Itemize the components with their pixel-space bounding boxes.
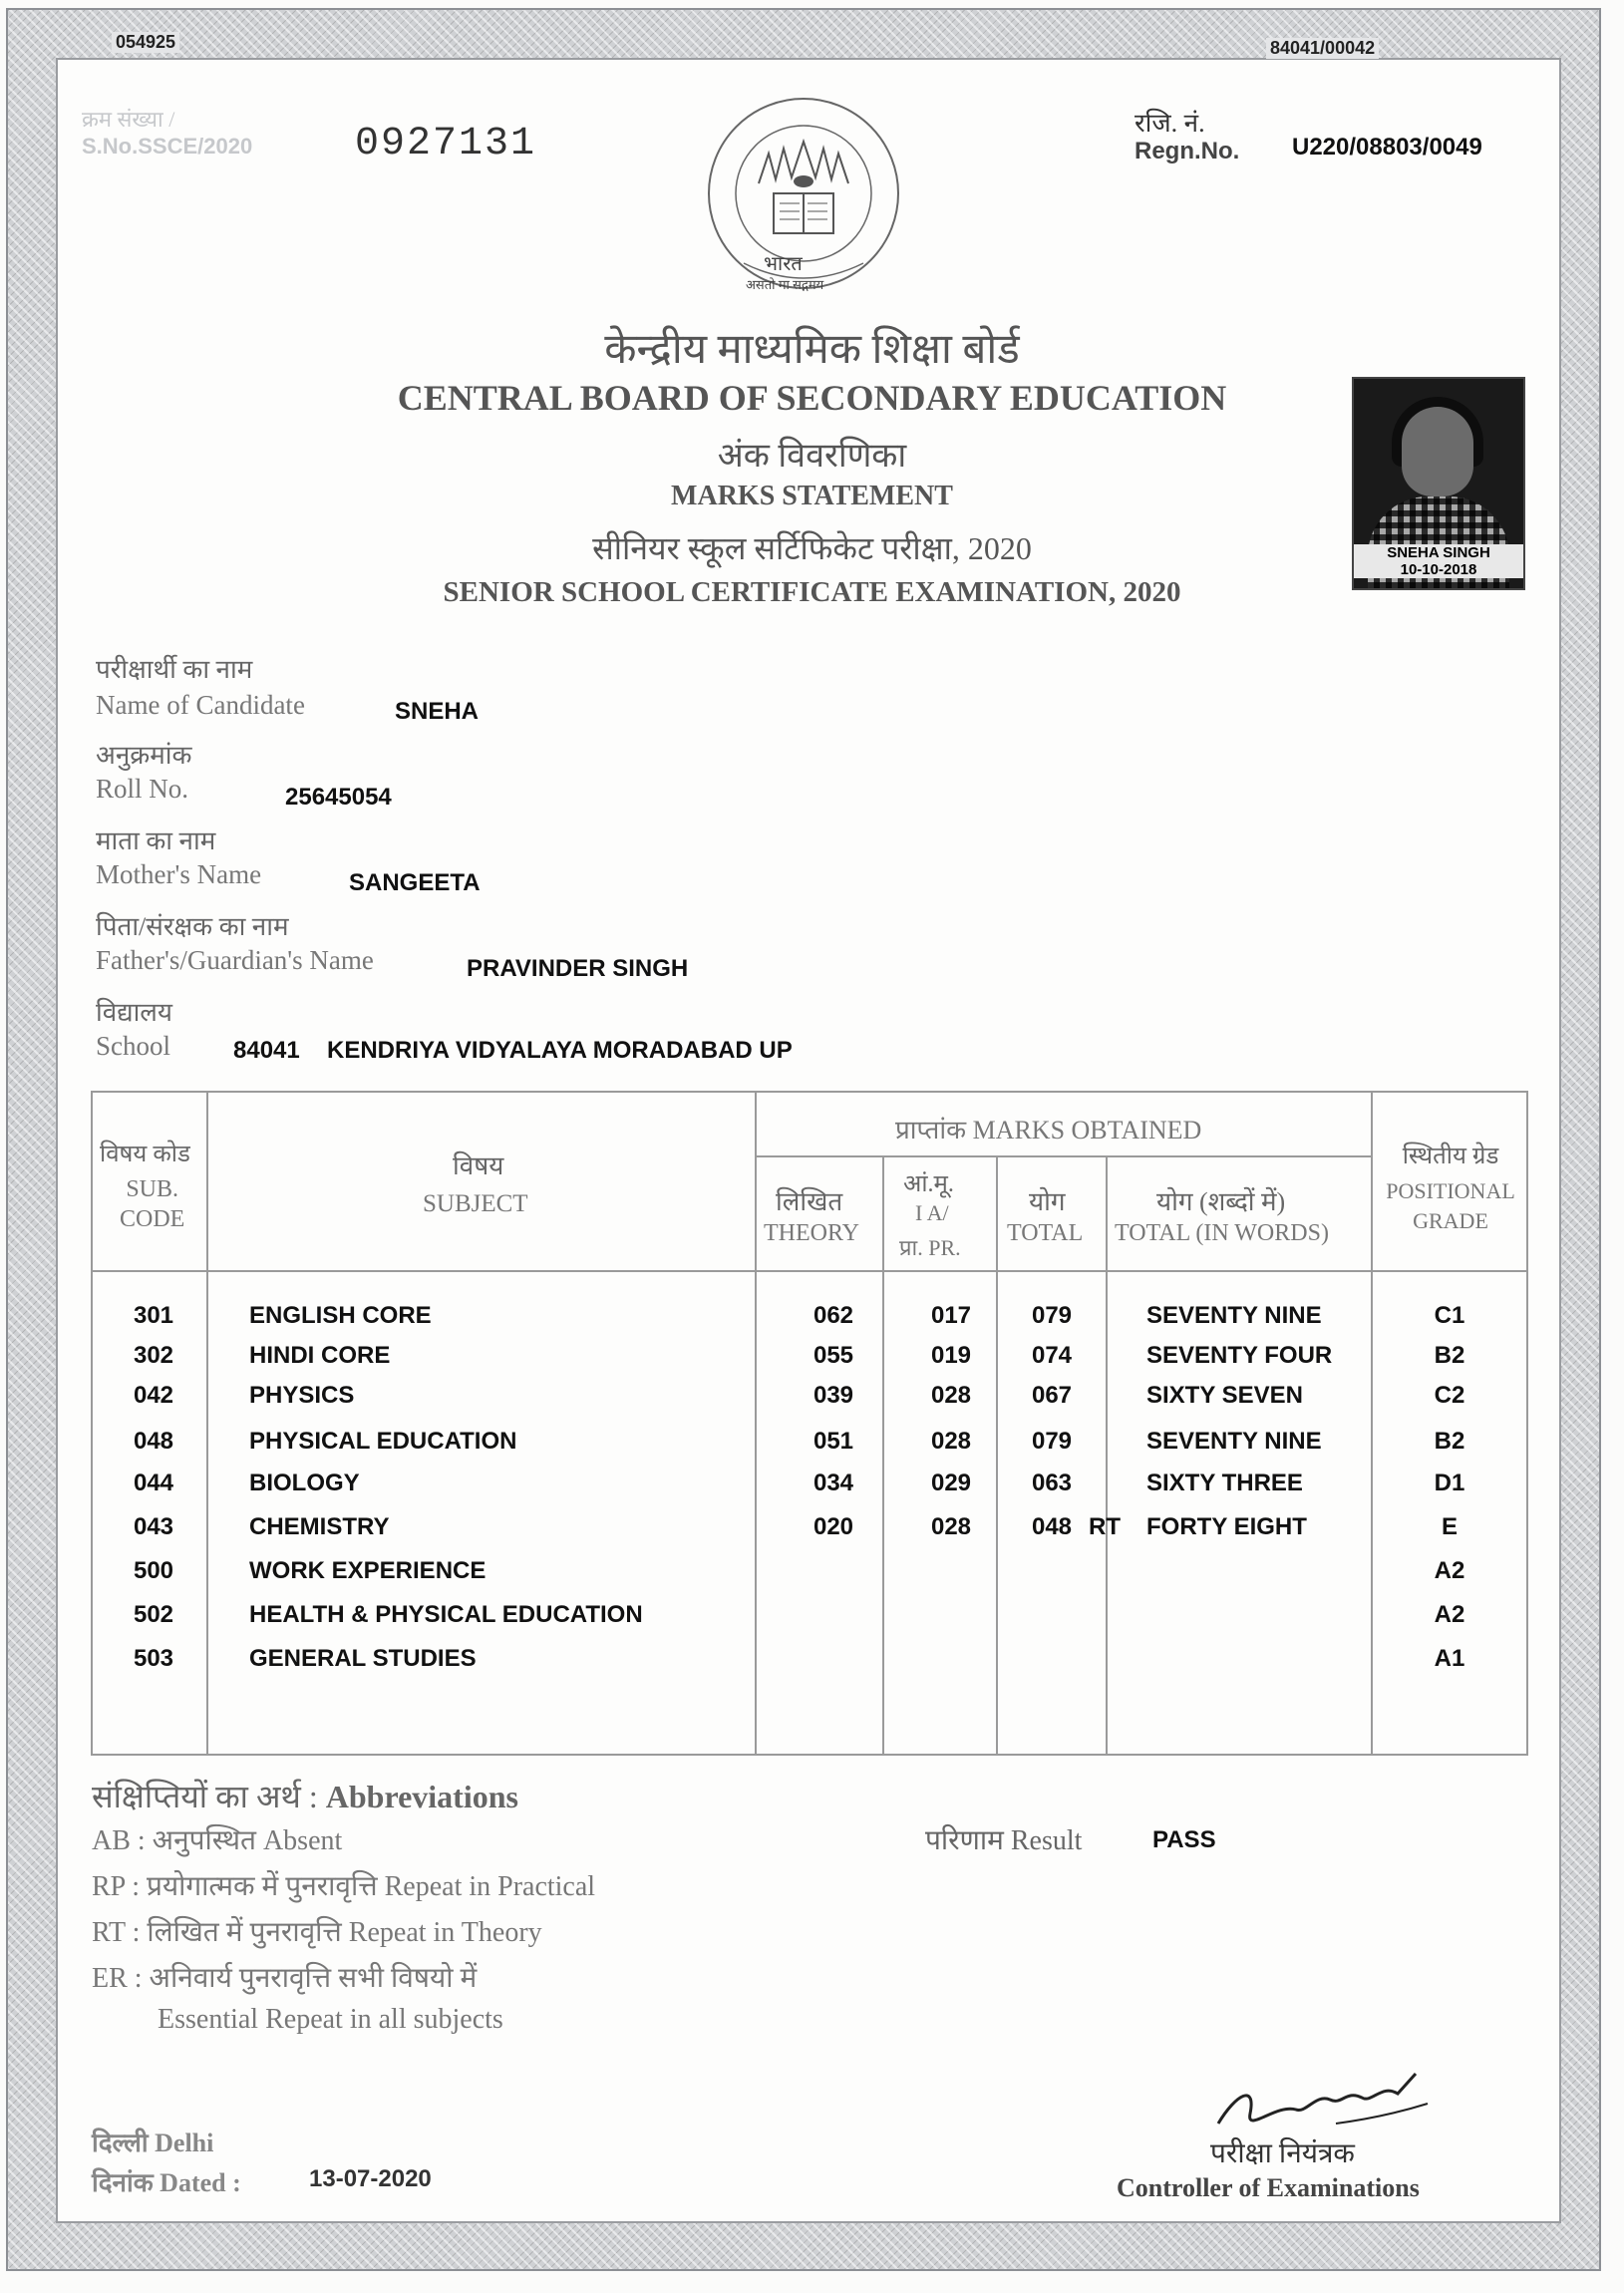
row-code: 044 — [133, 1470, 174, 1496]
roll-number: 25645054 — [285, 784, 392, 811]
exam-title-hindi: सीनियर स्कूल सर्टिफिकेट परीक्षा, 2020 — [592, 530, 1032, 566]
header-words: TOTAL (IN WORDS) — [1115, 1220, 1329, 1246]
row-total: 079 — [1031, 1302, 1073, 1329]
regn-label: Regn.No. — [1135, 138, 1240, 164]
school-code: 84041 — [233, 1037, 300, 1064]
abbr-er2: Essential Repeat in all subjects — [158, 2004, 503, 2035]
row-code: 043 — [133, 1513, 174, 1540]
row-ia: 028 — [930, 1382, 972, 1409]
abbreviations-heading: संक्षिप्तियों का अर्थ : Abbreviations — [92, 1779, 518, 1814]
row-words: FORTY EIGHT — [1146, 1513, 1307, 1540]
emblem-country: भारत — [764, 253, 803, 275]
mother-name: SANGEETA — [349, 869, 481, 896]
row-subject: BIOLOGY — [249, 1470, 360, 1496]
result-label: परिणाम Result — [925, 1825, 1083, 1856]
row-flag: RT — [1089, 1513, 1121, 1540]
controller-signature — [1206, 2064, 1436, 2143]
header-ia-hindi: आं.मू. — [903, 1171, 954, 1197]
row-code: 502 — [133, 1601, 174, 1628]
abbr-ab: AB : अनुपस्थित Absent — [92, 1825, 343, 1856]
header-marks: प्राप्तांक MARKS OBTAINED — [895, 1116, 1202, 1145]
father-name: PRAVINDER SINGH — [467, 955, 689, 982]
photo-caption-date: 10-10-2018 — [1400, 561, 1477, 578]
row-ia: 029 — [930, 1470, 972, 1496]
regn-hindi: रजि. नं. — [1135, 109, 1205, 138]
abbr-er: ER : अनिवार्य पुनरावृत्ति सभी विषयो में — [92, 1963, 478, 1994]
roll-label: Roll No. — [96, 774, 189, 804]
regn-value: U220/08803/0049 — [1292, 134, 1482, 161]
name-label: Name of Candidate — [96, 690, 305, 720]
emblem-motto: असतो मा सद्गमय — [746, 277, 824, 292]
name-label-hindi: परीक्षार्थी का नाम — [96, 655, 253, 684]
controller-hindi: परीक्षा नियंत्रक — [1210, 2138, 1355, 2169]
top-right-serial: 84041/00042 — [1266, 38, 1379, 59]
row-grade: A2 — [1434, 1601, 1465, 1628]
top-left-serial: 054925 — [112, 32, 179, 53]
row-theory: 062 — [812, 1302, 854, 1329]
header-total: TOTAL — [1007, 1220, 1084, 1246]
board-title-hindi: केन्द्रीय माध्यमिक शिक्षा बोर्ड — [604, 327, 1020, 373]
exam-title-english: SENIOR SCHOOL CERTIFICATE EXAMINATION, 2020 — [443, 576, 1181, 608]
row-theory: 034 — [812, 1470, 854, 1496]
row-subject: CHEMISTRY — [249, 1513, 390, 1540]
row-code: 042 — [133, 1382, 174, 1409]
row-subject: WORK EXPERIENCE — [249, 1557, 487, 1584]
sno-value: 0927131 — [355, 122, 537, 166]
row-grade: C1 — [1434, 1302, 1465, 1329]
school-name: KENDRIYA VIDYALAYA MORADABAD UP — [327, 1037, 793, 1064]
row-subject: HEALTH & PHYSICAL EDUCATION — [249, 1601, 643, 1628]
row-code: 503 — [133, 1645, 174, 1672]
board-title-english: CENTRAL BOARD OF SECONDARY EDUCATION — [397, 378, 1227, 418]
row-theory: 020 — [812, 1513, 854, 1540]
row-subject: HINDI CORE — [249, 1342, 391, 1369]
row-words: SEVENTY NINE — [1146, 1428, 1322, 1455]
candidate-name: SNEHA — [395, 698, 480, 725]
row-ia: 019 — [930, 1342, 972, 1369]
row-ia: 028 — [930, 1428, 972, 1455]
row-theory: 055 — [812, 1342, 854, 1369]
header-grade-hindi: स्थितीय ग्रेड — [1402, 1144, 1499, 1169]
header-pr: प्रा. PR. — [899, 1235, 961, 1260]
row-theory: 039 — [812, 1382, 854, 1409]
row-subject: GENERAL STUDIES — [249, 1645, 477, 1672]
row-ia: 028 — [930, 1513, 972, 1540]
row-ia: 017 — [930, 1302, 972, 1329]
row-code: 302 — [133, 1342, 174, 1369]
row-total: 079 — [1031, 1428, 1073, 1455]
header-code: SUB. CODE — [120, 1176, 185, 1232]
sno-hindi: क्रम संख्या / — [82, 107, 175, 132]
row-words: SIXTY THREE — [1146, 1470, 1303, 1496]
header-words-hindi: योग (शब्दों में) — [1156, 1187, 1286, 1216]
dated-label: दिनांक Dated : — [92, 2168, 241, 2197]
row-subject: ENGLISH CORE — [249, 1302, 432, 1329]
header-ia: I A/ — [915, 1200, 949, 1225]
row-grade: A1 — [1434, 1645, 1465, 1672]
sno-label: S.No.SSCE/2020 — [82, 134, 253, 159]
school-label-hindi: विद्यालय — [96, 998, 173, 1027]
photo-caption-name: SNEHA SINGH — [1387, 544, 1490, 561]
row-words: SIXTY SEVEN — [1146, 1382, 1303, 1409]
school-label: School — [96, 1031, 171, 1061]
header-code-hindi: विषय कोड — [100, 1142, 190, 1167]
place-delhi: दिल्ली Delhi — [92, 2129, 214, 2157]
controller-label: Controller of Examinations — [1117, 2173, 1420, 2202]
row-theory: 051 — [812, 1428, 854, 1455]
dated-value: 13-07-2020 — [309, 2165, 432, 2192]
header-grade: POSITIONAL GRADE — [1386, 1178, 1515, 1233]
doc-title-hindi: अंक विवरणिका — [717, 438, 907, 475]
row-subject: PHYSICAL EDUCATION — [249, 1428, 517, 1455]
row-words: SEVENTY NINE — [1146, 1302, 1322, 1329]
header-total-hindi: योग — [1029, 1187, 1066, 1216]
row-code: 500 — [133, 1557, 174, 1584]
mother-label-hindi: माता का नाम — [96, 826, 216, 855]
row-code: 048 — [133, 1428, 174, 1455]
header-subject: SUBJECT — [423, 1190, 528, 1217]
header-theory: THEORY — [764, 1220, 859, 1246]
header-subject-hindi: विषय — [453, 1151, 504, 1180]
row-total: 063 — [1031, 1470, 1073, 1496]
father-label-hindi: पिता/संरक्षक का नाम — [96, 912, 289, 941]
abbr-rt: RT : लिखित में पुनरावृत्ति Repeat in Theory — [92, 1917, 542, 1948]
header-theory-hindi: लिखित — [776, 1187, 843, 1216]
row-grade: B2 — [1434, 1342, 1465, 1369]
row-total: 067 — [1031, 1382, 1073, 1409]
father-label: Father's/Guardian's Name — [96, 945, 374, 975]
row-grade: B2 — [1434, 1428, 1465, 1455]
row-total: 074 — [1031, 1342, 1073, 1369]
result-value: PASS — [1152, 1826, 1216, 1853]
row-total: 048 — [1031, 1513, 1073, 1540]
row-subject: PHYSICS — [249, 1382, 355, 1409]
doc-title-english: MARKS STATEMENT — [671, 481, 953, 511]
row-words: SEVENTY FOUR — [1146, 1342, 1333, 1369]
abbr-rp: RP : प्रयोगात्मक में पुनरावृत्ति Repeat in Practical — [92, 1871, 596, 1902]
roll-label-hindi: अनुक्रमांक — [96, 741, 192, 770]
row-grade: A2 — [1434, 1557, 1465, 1584]
mother-label: Mother's Name — [96, 859, 262, 889]
row-code: 301 — [133, 1302, 174, 1329]
row-grade: E — [1441, 1513, 1458, 1540]
row-grade: C2 — [1434, 1382, 1465, 1409]
row-grade: D1 — [1434, 1470, 1465, 1496]
